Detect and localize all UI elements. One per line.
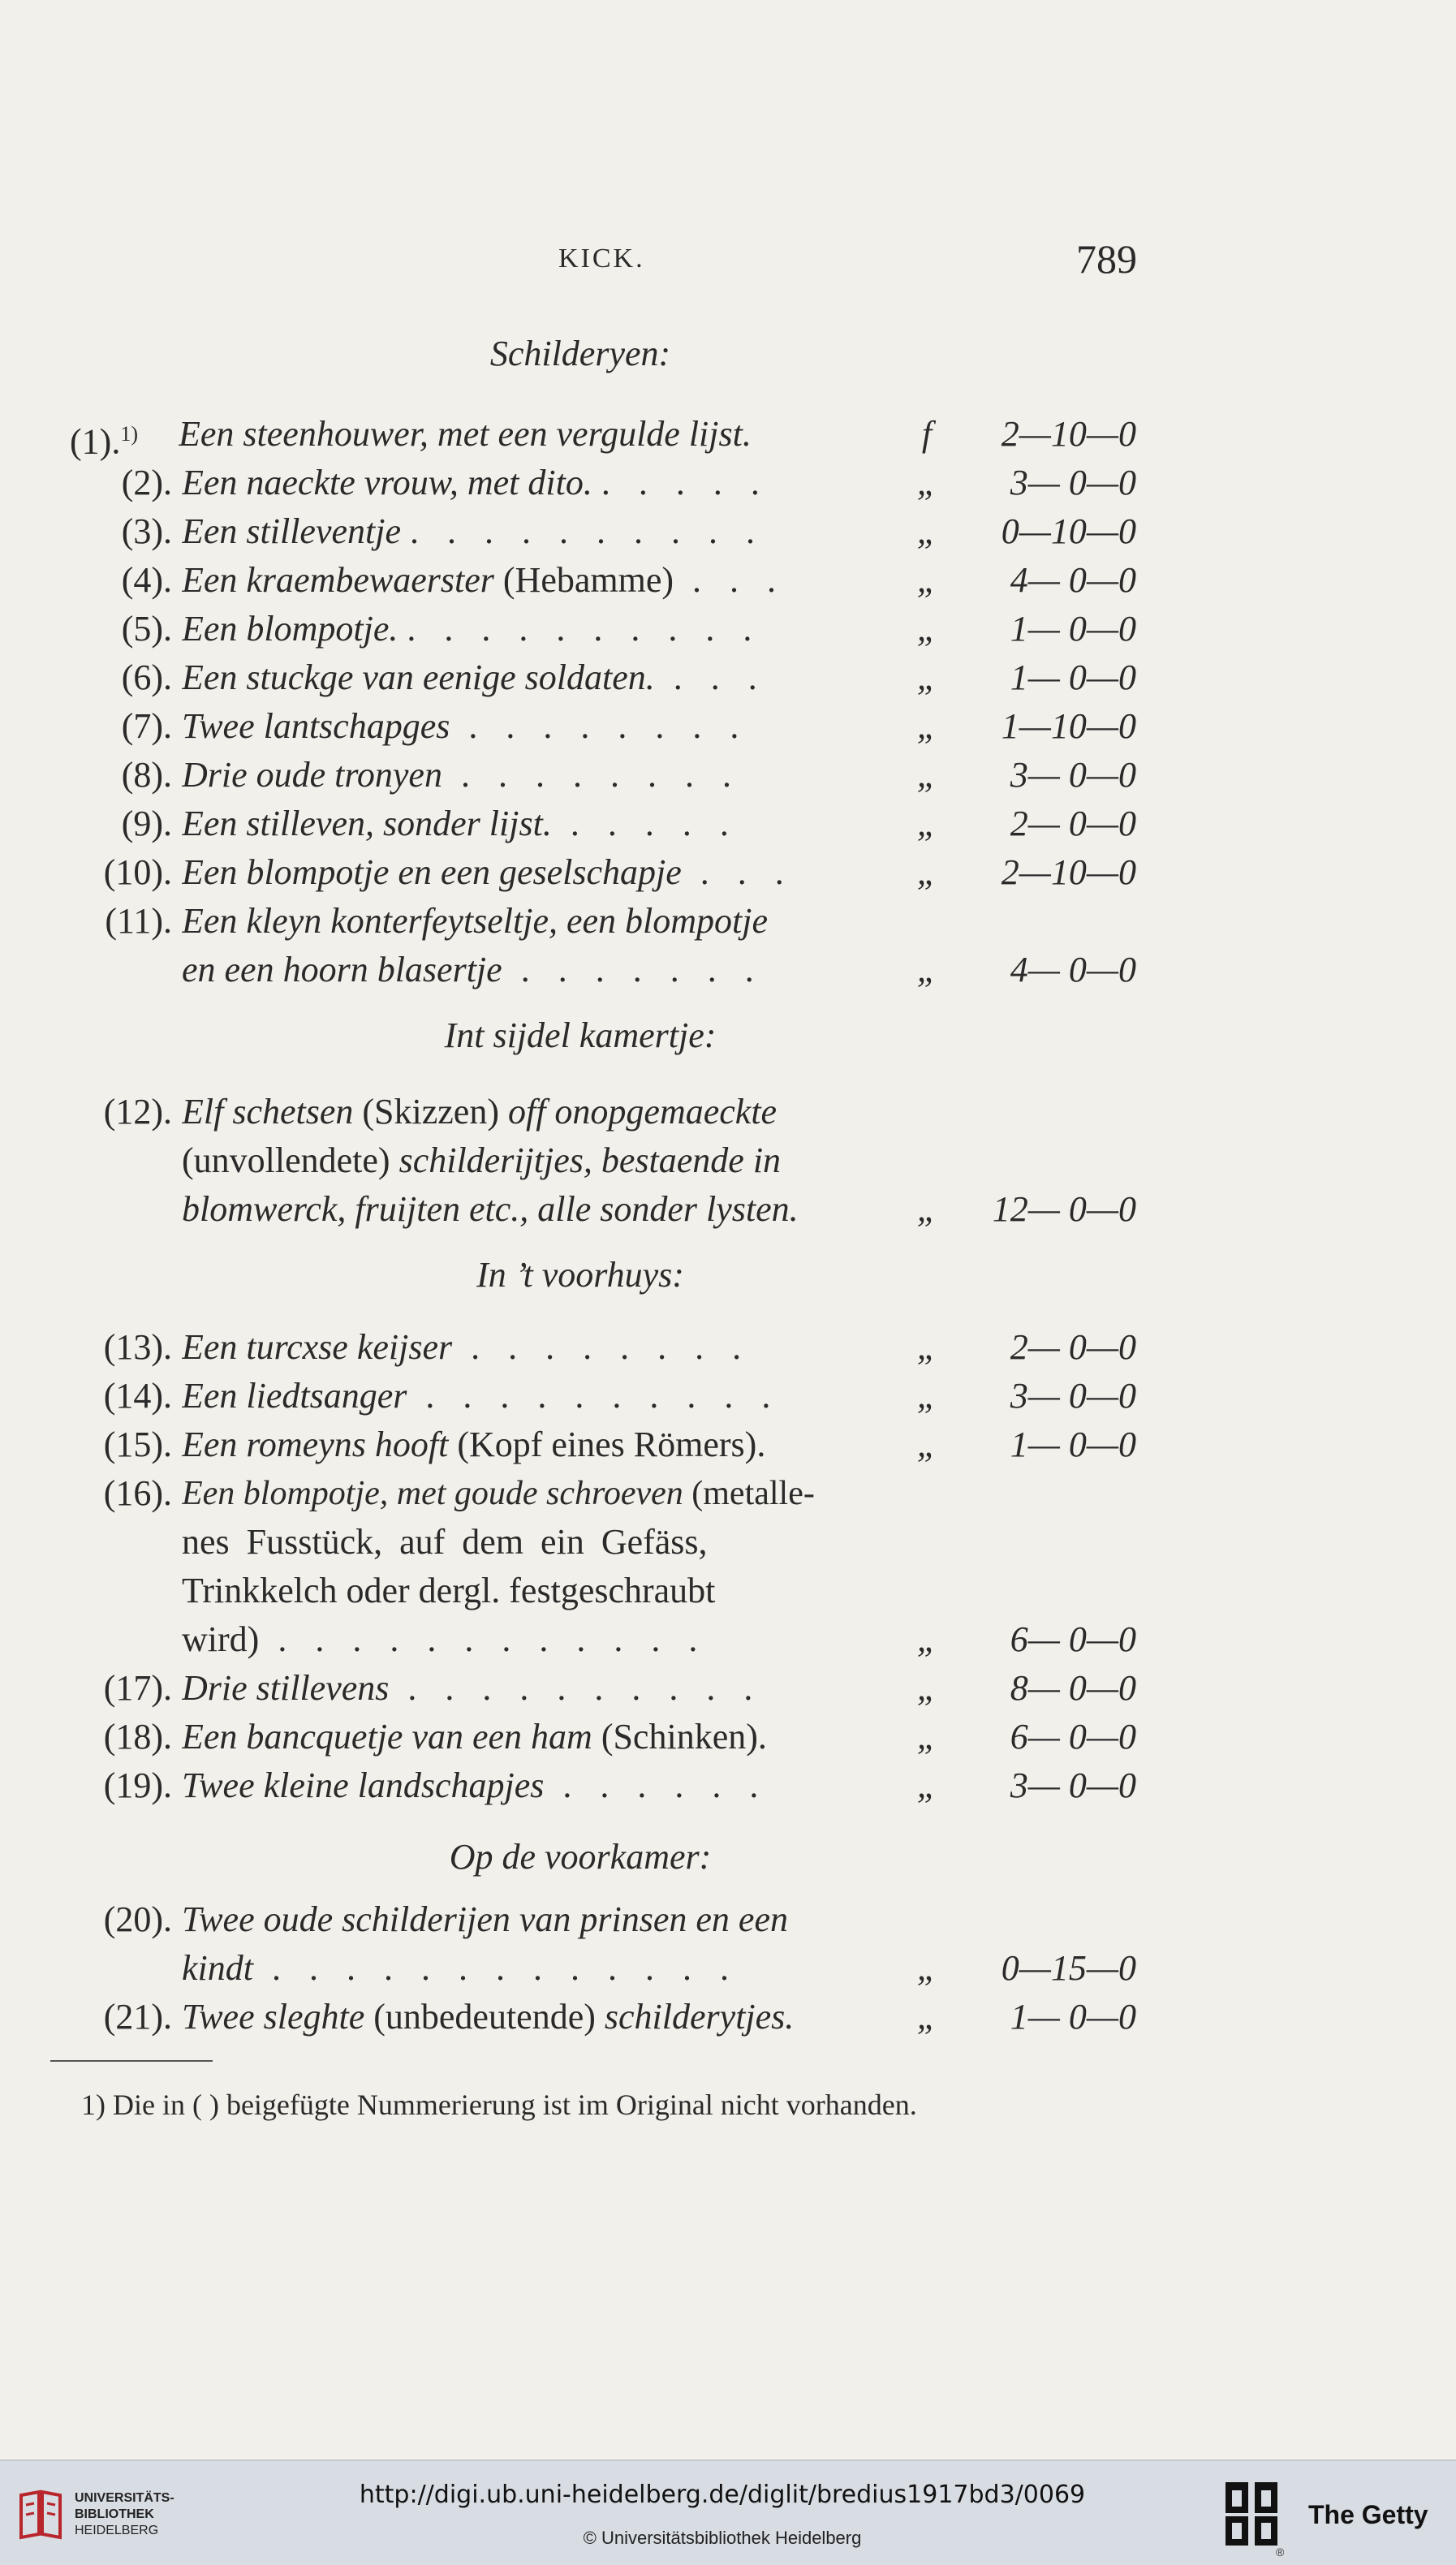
item-description-continued: en een hoorn blasertje bbox=[182, 950, 502, 989]
list-item bbox=[0, 751, 1456, 800]
institution-name: UNIVERSITÄTS- BIBLIOTHEK HEIDELBERG bbox=[75, 2491, 174, 2537]
item-price: 1— 0—0 bbox=[1010, 1425, 1136, 1464]
item-price: 12— 0—0 bbox=[992, 1189, 1136, 1229]
item-price: 4— 0—0 bbox=[1010, 950, 1136, 989]
item-description: Een naeckte vrouw, met dito. bbox=[182, 463, 592, 502]
list-item bbox=[0, 1088, 1456, 1136]
viewer-footer bbox=[0, 2459, 1456, 2565]
item-number: (3). bbox=[121, 511, 172, 551]
item-description: Een romeyns hooft bbox=[182, 1425, 449, 1464]
footnote: 1) Die in ( ) beigefügte Nummerierung ist im Original nicht vorhanden. bbox=[81, 2089, 917, 2121]
item-description: Een steenhouwer, met een vergulde lijst. bbox=[179, 414, 752, 454]
list-item bbox=[0, 1713, 1456, 1761]
item-description: Een blompotje, met goude schroeven bbox=[182, 1475, 683, 1512]
dot-leader: . . . . . . . . . . bbox=[407, 1376, 781, 1416]
list-item bbox=[0, 1895, 1456, 1944]
item-description: Drie stillevens bbox=[182, 1668, 390, 1708]
list-item bbox=[0, 1993, 1456, 2041]
registered-mark: ® bbox=[1276, 2546, 1285, 2559]
item-number: (18). bbox=[103, 1717, 172, 1757]
section-heading: Int sijdel kamertje: bbox=[444, 1015, 717, 1055]
item-description: Een turcxse keijser bbox=[182, 1327, 453, 1367]
ditto-mark: „ bbox=[916, 804, 937, 843]
item-number: (14). bbox=[103, 1376, 172, 1416]
ditto-mark: „ bbox=[916, 1425, 937, 1464]
list-item bbox=[0, 702, 1456, 751]
list-item bbox=[0, 507, 1456, 556]
list-item-continuation bbox=[0, 1944, 1456, 1993]
item-price: 6— 0—0 bbox=[1010, 1619, 1136, 1659]
item-number: (11). bbox=[105, 901, 172, 941]
item-price: 2—10—0 bbox=[1001, 414, 1136, 454]
list-item-continuation bbox=[0, 1567, 1456, 1615]
item-description-continued: blomwerck, fruijten etc., alle sonder lysten. bbox=[182, 1189, 799, 1229]
item-price: 6— 0—0 bbox=[1010, 1717, 1136, 1757]
item-description: Drie oude tronyen bbox=[182, 755, 442, 795]
item-description: Een bancquetje van een ham bbox=[182, 1717, 592, 1757]
item-gloss: (unbedeutende) bbox=[364, 1997, 605, 2037]
item-description: Twee oude schilderijen van prinsen en een bbox=[182, 1899, 788, 1939]
item-number: (15). bbox=[103, 1425, 172, 1464]
item-gloss: (Skizzen) bbox=[353, 1092, 508, 1132]
list-item bbox=[0, 653, 1456, 702]
item-number: (19). bbox=[103, 1765, 172, 1805]
item-gloss: (Hebamme) bbox=[493, 560, 674, 600]
item-gloss: nes Fusstück, auf dem ein Gefäss, bbox=[182, 1522, 708, 1562]
item-price: 0—10—0 bbox=[1001, 511, 1136, 551]
item-number: (12). bbox=[103, 1092, 172, 1132]
list-item-continuation bbox=[0, 1518, 1456, 1567]
item-number: (9). bbox=[121, 804, 172, 843]
item-description: Twee kleine landschapjes bbox=[182, 1765, 545, 1805]
dot-leader: . . . . . . . bbox=[502, 950, 764, 989]
university-library-logo-icon[interactable] bbox=[15, 2489, 65, 2541]
list-item bbox=[0, 1664, 1456, 1713]
partner-name[interactable]: The Getty bbox=[1308, 2500, 1428, 2529]
item-description: Een stilleven, sonder lijst. bbox=[182, 804, 552, 843]
item-price: 1—10—0 bbox=[1001, 706, 1136, 746]
currency-symbol: f bbox=[921, 414, 933, 454]
ditto-mark: „ bbox=[916, 1376, 937, 1416]
list-item-continuation bbox=[0, 1136, 1456, 1185]
item-number: (13). bbox=[103, 1327, 172, 1367]
list-item bbox=[0, 605, 1456, 653]
list-item bbox=[0, 1469, 1456, 1518]
section-heading: In ’t voorhuys: bbox=[476, 1255, 684, 1295]
dot-leader: . . . . . . . . bbox=[442, 755, 741, 795]
ditto-mark: „ bbox=[916, 852, 937, 892]
item-price: 1— 0—0 bbox=[1010, 609, 1136, 649]
list-item-continuation bbox=[0, 1615, 1456, 1664]
item-description-continued: schilderijtjes, bestaende in bbox=[398, 1140, 782, 1180]
item-price: 3— 0—0 bbox=[1010, 1765, 1136, 1805]
list-item bbox=[0, 1372, 1456, 1420]
list-item bbox=[0, 1761, 1456, 1810]
ditto-mark: „ bbox=[916, 706, 937, 746]
item-description: Twee lantschapges bbox=[182, 706, 450, 746]
section-heading: Schilderyen: bbox=[489, 334, 671, 373]
dot-leader: . . . bbox=[674, 560, 786, 600]
ditto-mark: „ bbox=[916, 560, 937, 600]
footnote-rule bbox=[50, 2060, 213, 2062]
item-price: 3— 0—0 bbox=[1010, 1376, 1136, 1416]
copyright-notice: © Universitätsbibliothek Heidelberg bbox=[583, 2528, 862, 2548]
item-number: (6). bbox=[121, 657, 172, 697]
list-item bbox=[0, 556, 1456, 605]
dot-leader: . . . . . . . . bbox=[452, 1327, 752, 1367]
dot-leader: . . . bbox=[681, 852, 794, 892]
list-item bbox=[0, 410, 1456, 462]
ditto-mark: „ bbox=[916, 1189, 937, 1229]
page-number: 789 bbox=[1076, 236, 1137, 282]
dot-leader: . . . bbox=[654, 657, 767, 697]
permalink-url[interactable]: http://digi.ub.uni-heidelberg.de/diglit/bredius1917bd3/0069 bbox=[359, 2481, 1086, 2509]
item-price: 3— 0—0 bbox=[1010, 463, 1136, 502]
list-item-continuation bbox=[0, 1185, 1456, 1234]
list-item bbox=[0, 848, 1456, 897]
list-item bbox=[0, 459, 1456, 507]
item-price: 3— 0—0 bbox=[1010, 755, 1136, 795]
ditto-mark: „ bbox=[916, 511, 937, 551]
ditto-mark: „ bbox=[916, 1327, 937, 1367]
item-price: 1— 0—0 bbox=[1010, 657, 1136, 697]
item-price: 4— 0—0 bbox=[1010, 560, 1136, 600]
dot-leader: . . . . . . . . bbox=[450, 706, 749, 746]
running-title: KICK. bbox=[558, 244, 645, 274]
item-number: (21). bbox=[103, 1997, 172, 2037]
list-item bbox=[0, 1323, 1456, 1372]
item-gloss: wird) bbox=[182, 1619, 260, 1659]
ditto-mark: „ bbox=[916, 609, 937, 649]
item-number: (2). bbox=[121, 463, 172, 502]
item-number: (17). bbox=[103, 1668, 172, 1708]
item-description: Een kleyn konterfeytseltje, een blompotje bbox=[182, 901, 769, 941]
item-description: Een kraembewaerster bbox=[182, 560, 494, 600]
ditto-mark: „ bbox=[916, 1619, 937, 1659]
ditto-mark: „ bbox=[916, 1948, 937, 1988]
item-gloss: (Schinken). bbox=[592, 1717, 767, 1757]
item-description: Een stilleventje bbox=[182, 511, 401, 551]
ditto-mark: „ bbox=[916, 950, 937, 989]
list-item bbox=[0, 800, 1456, 848]
dot-leader: . . . . . . . . . . . . bbox=[259, 1619, 708, 1659]
item-price: 1— 0—0 bbox=[1010, 1997, 1136, 2037]
ditto-mark: „ bbox=[916, 1997, 937, 2037]
dot-leader: . . . . . . . . . . bbox=[389, 1668, 763, 1708]
item-description-tail: off onopgemaeckte bbox=[507, 1092, 778, 1132]
item-gloss: Trinkkelch oder dergl. festgeschraubt bbox=[182, 1571, 716, 1610]
dot-leader: . . . . . bbox=[551, 804, 739, 843]
dot-leader: . . . . . . . . . . bbox=[410, 511, 765, 551]
item-price: 0—15—0 bbox=[1001, 1948, 1136, 1988]
list-item-continuation bbox=[0, 946, 1456, 994]
dot-leader: . . . . . . . . . . bbox=[407, 609, 762, 649]
list-item bbox=[0, 1420, 1456, 1469]
ditto-mark: „ bbox=[916, 463, 937, 502]
item-price: 2— 0—0 bbox=[1010, 1327, 1136, 1367]
item-number: (1).$^{1)}$ bbox=[70, 421, 138, 462]
section-heading: Op de voorkamer: bbox=[449, 1837, 712, 1877]
item-number: (10). bbox=[103, 852, 172, 892]
ditto-mark: „ bbox=[916, 755, 937, 795]
item-description: Een liedtsanger bbox=[182, 1376, 407, 1416]
item-price: 2—10—0 bbox=[1001, 852, 1136, 892]
dot-leader: . . . . . bbox=[601, 463, 769, 502]
item-description: Twee sleghte bbox=[182, 1997, 365, 2037]
item-gloss: (metalle- bbox=[683, 1475, 815, 1512]
item-gloss: (unvollendete) bbox=[182, 1140, 399, 1180]
item-number: (20). bbox=[103, 1899, 172, 1939]
list-item bbox=[0, 897, 1456, 946]
item-description: Een stuckge van eenige soldaten. bbox=[182, 657, 655, 697]
ditto-mark: „ bbox=[916, 1717, 937, 1757]
item-price: 2— 0—0 bbox=[1010, 804, 1136, 843]
item-number: (8). bbox=[121, 755, 172, 795]
item-number: (5). bbox=[121, 609, 172, 649]
item-number: (7). bbox=[121, 706, 172, 746]
ditto-mark: „ bbox=[916, 657, 937, 697]
item-number: (4). bbox=[121, 560, 172, 600]
item-price: 8— 0—0 bbox=[1010, 1668, 1136, 1708]
item-gloss: (Kopf eines Römers). bbox=[448, 1425, 766, 1464]
item-description: Elf schetsen bbox=[182, 1092, 354, 1132]
item-description: Een blompotje en een geselschapje bbox=[182, 852, 682, 892]
item-description-tail: schilderytjes. bbox=[604, 1997, 795, 2037]
item-description-continued: kindt bbox=[182, 1948, 253, 1988]
item-number: (16). bbox=[103, 1473, 172, 1513]
item-description: Een blompotje. bbox=[182, 609, 398, 649]
ditto-mark: „ bbox=[916, 1765, 937, 1805]
ditto-mark: „ bbox=[916, 1668, 937, 1708]
getty-logo-icon[interactable] bbox=[1222, 2479, 1281, 2549]
dot-leader: . . . . . . . . . . . . . bbox=[252, 1948, 739, 1988]
dot-leader: . . . . . . bbox=[544, 1765, 769, 1805]
